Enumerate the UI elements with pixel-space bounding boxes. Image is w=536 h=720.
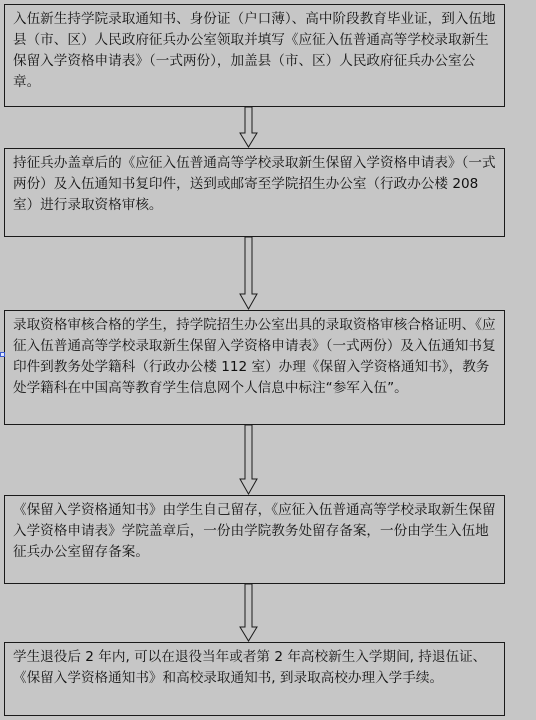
step-5-box — [4, 642, 505, 716]
step-4-text: 《保留入学资格通知书》由学生自己留存，《应征入伍普通高等学校录取新生保留入学资格申请表》学院盖章后，一份由学院教务处留存备案，一份由学生入伍地征兵办公室留存备案。 — [13, 502, 496, 560]
step-4-box — [4, 495, 505, 584]
step-3-box — [4, 310, 505, 425]
arrow-down-icon — [240, 425, 257, 494]
step-3-text: 录取资格审核合格的学生，持学院招生办公室出具的录取资格审核合格证明、《应征入伍普通高等学校录取新生保留入学资格申请表》（一式两份）及入伍通知书复印件到教务处学籍科（行政办公楼 112 室）办理《保留入学资格通知书》，教务处学籍科在中国高等教育学生信息网个人信息中标注“参军入伍”。 — [13, 317, 496, 396]
anchor-marker-icon — [0, 352, 5, 357]
step-1-text: 入伍新生持学院录取通知书、身份证（户口薄）、高中阶段教育毕业证，到入伍地县（市、区）人民政府征兵办公室领取并填写《应征入伍普通高等学校录取新生保留入学资格申请表》（一式两份），加盖县（市、区）人民政府征兵办公室公章。 — [13, 11, 496, 90]
step-5-text: 学生退役后 2 年内, 可以在退役当年或者第 2 年高校新生入学期间, 持退伍证、《保留入学资格通知书》和高校录取通知书, 到录取高校办理入学手续。 — [13, 649, 487, 686]
step-2-text: 持征兵办盖章后的《应征入伍普通高等学校录取新生保留入学资格申请表》（一式两份）及入伍通知书复印件，送到或邮寄至学院招生办公室（行政办公楼 208 室）进行录取资格审核。 — [13, 155, 496, 213]
step-2-box — [4, 148, 505, 237]
arrow-down-icon — [240, 584, 257, 641]
arrow-down-icon — [240, 237, 257, 309]
arrow-down-icon — [240, 107, 257, 147]
step-1-box — [4, 4, 505, 107]
